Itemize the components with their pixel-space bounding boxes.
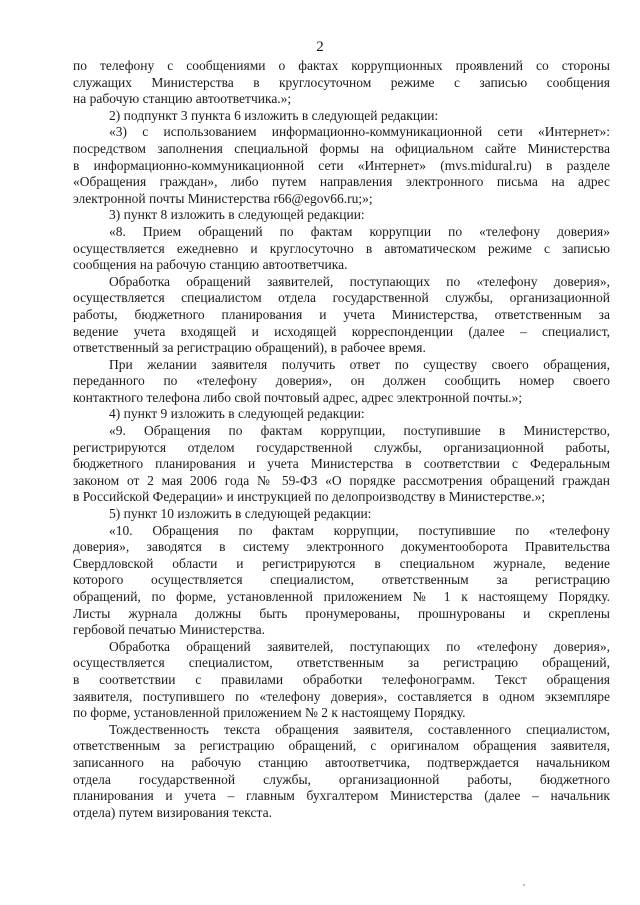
text-line: Обработка обращений заявителей, поступающих по «телефону доверия», [109,638,610,654]
text-line: которого осуществляется специалистом, ответственным за регистрацию [73,572,610,588]
text-line: Тождественность текста обращения заявителя, составленного специалистом, [109,721,610,737]
text-line: ответственный за регистрацию обращений), в рабочее время. [73,340,426,356]
text-line: осуществляется специалистом, ответственным за регистрацию обращений, [73,655,610,671]
text-line: заявителя, поступившего по «телефону доверия», составляется в одном экземпляре [73,688,610,704]
text-line: записанного на рабочую станцию автоответчика, подтверждается начальником [73,754,610,770]
text-line: переданного по «телефону доверия», он должен сообщить номер своего [73,373,610,389]
text-line: Листы журнала должны быть пронумерованы, прошнурованы и скреплены [73,605,610,621]
scan-speck [523,884,525,886]
text-line: гербовой печатью Министерства. [73,622,265,638]
text-line: в Российской Федерации» и инструкцией по делопроизводству в Министерстве.»; [73,489,546,505]
text-line: 2) подпункт 3 пункта 6 изложить в следующей редакции: [109,107,439,123]
text-line: электронной почты Министерства r66@egov66.ru;»; [73,190,373,206]
text-line: осуществляется специалистом отдела государственной службы, организационной [73,290,610,306]
text-line: в соответствии с правилами обработки телефонограмм. Текст обращения [73,671,610,687]
text-line: «8. Прием обращений по фактам коррупции по «телефону доверия» [109,223,610,239]
text-line: регистрируются отделом государственной службы, организационной работы, [73,439,610,455]
text-line: доверия», заводятся в систему электронного документооборота Правительства [73,539,610,555]
text-line: по форме, установленной приложением № 2 к настоящему Порядку. [73,705,466,721]
text-line: сообщения на рабочую станцию автоответчика. [73,257,348,273]
text-line: бюджетного планирования и учета Министерства в соответствии с Федеральным [73,456,610,472]
text-line: служащих Министерства в круглосуточном режиме с записью сообщения [73,74,610,90]
text-line: контактного телефона либо свой почтовый адрес, адрес электронной почты.»; [73,389,523,405]
text-line: отдела) путем визирования текста. [73,804,272,820]
page-number: 2 [316,39,324,55]
text-line: посредством заполнения специальной формы на официальном сайте Министерства [73,140,610,156]
text-line: 5) пункт 10 изложить в следующей редакции: [109,506,372,522]
document-body [73,58,610,821]
text-line: законом от 2 мая 2006 года № 59-ФЗ «О порядке рассмотрения обращений граждан [73,472,610,488]
text-line: в информационно-коммуникационной сети «Интернет» (mvs.midural.ru) в разделе [73,157,610,173]
text-line: обращений, по форме, установленной приложением № 1 к настоящему Порядку. [73,589,610,604]
text-line: Обработка обращений заявителей, поступающих по «телефону доверия», [109,273,610,289]
text-line: отдела государственной службы, организационной работы, бюджетного [73,771,610,787]
text-line: по телефону с сообщениями о фактах коррупционных проявлений со стороны [73,58,610,73]
text-line: Свердловской области и регистрируются в специальном журнале, ведение [73,555,610,571]
text-line: на рабочую станцию автоответчика.»; [73,91,292,107]
text-line: работы, бюджетного планирования и учета Министерства, ответственным за [73,306,610,322]
text-line: осуществляется ежедневно и круглосуточно в автоматическом режиме с записью [73,240,610,256]
text-line: планирования и учета – главным бухгалтером Министерства (далее – начальник [73,788,610,804]
text-line: «10. Обращения по фактам коррупции, поступившие по «телефону [109,522,610,538]
text-line: 4) пункт 9 изложить в следующей редакции: [109,406,365,422]
text-line: ведение учета входящей и исходящей корреспонденции (далее – специалист, [73,323,610,339]
text-line: При желании заявителя получить ответ по существу своего обращения, [109,356,610,372]
text-line: «3) с использованием информационно-коммуникационной сети «Интернет»: [109,124,610,140]
text-line: «Обращения граждан», либо путем направления электронного письма на адрес [73,174,610,190]
text-line: ответственным за регистрацию обращений, с оригиналом обращения заявителя, [73,738,610,754]
text-line: «9. Обращения по фактам коррупции, поступившие в Министерство, [109,423,610,439]
text-line: 3) пункт 8 изложить в следующей редакции: [109,207,365,223]
